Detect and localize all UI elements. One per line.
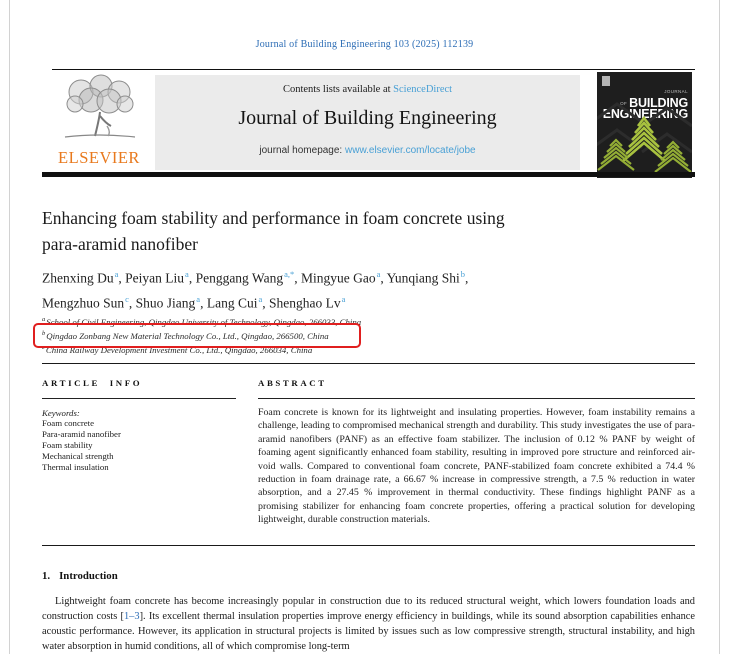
homepage-url-link[interactable]: www.elsevier.com/locate/jobe xyxy=(345,145,476,156)
keyword-item: Foam concrete xyxy=(42,418,95,428)
author-separator: , xyxy=(294,270,301,286)
author-line-2 xyxy=(42,289,682,314)
intro-text: . Its excellent thermal insulation properties improve energy efficiency in buildings, while its sound absorption capabilities enhance acoustic performance. However, its application in structural projects is limited by issues such as low compressive strength, structural instability, and high water absorption in humid conditions, all of which compromise long-term xyxy=(42,610,696,652)
author-name: Mengzhuo Sun xyxy=(42,295,125,310)
author-affil-sup[interactable]: b xyxy=(460,269,466,279)
article-info-column xyxy=(42,378,236,527)
article-info-heading: ARTICLE INFO xyxy=(42,378,236,399)
article-title-line2: para-aramid nanofiber xyxy=(42,233,198,254)
elsevier-tree-icon xyxy=(51,129,147,146)
author-affil-sup[interactable]: a xyxy=(341,293,346,304)
article-info-top-rule xyxy=(42,363,695,364)
intro-text: Lightweight foam concrete has become increasingly popular in construction due to its reduced structural weight, which lowers foundation loads and construction costs xyxy=(42,596,695,622)
author-affil-sup[interactable]: a xyxy=(258,293,263,304)
author-affil-sup[interactable]: a xyxy=(376,269,381,279)
affiliation-text: China Railway Development Investment Co., Ltd., Qingdao, 266034, China xyxy=(45,345,313,356)
keyword-item: Para-aramid nanofiber xyxy=(42,429,121,439)
section-number: 1. xyxy=(42,570,51,582)
abstract-heading: ABSTRACT xyxy=(258,378,695,399)
author-name: Peiyan Liu xyxy=(125,270,185,286)
page-right-edge xyxy=(719,0,720,654)
section-title: Introduction xyxy=(59,570,118,582)
author-separator: , xyxy=(200,295,207,310)
affiliation-text: Qingdao Zonbang New Material Technology Co., Ltd., Qingdao, 266500, China xyxy=(46,331,329,342)
keywords-label: Keywords: xyxy=(42,408,80,418)
author-line-1 xyxy=(42,264,682,289)
article-title xyxy=(42,206,682,257)
cover-engineering: ENGINEERING xyxy=(602,107,688,121)
author-name: Lang Cui xyxy=(206,295,258,310)
author-name: Mingyue Gao xyxy=(301,270,376,286)
journal-cover-thumbnail xyxy=(597,72,692,178)
elsevier-logo xyxy=(47,74,151,172)
citation-ref-link[interactable]: 1–3 xyxy=(123,610,140,622)
journal-title: Journal of Building Engineering xyxy=(238,107,497,129)
author-name: Shenghao Lv xyxy=(268,295,341,310)
red-highlight-annotation-box xyxy=(33,323,361,348)
author-name: Zhenxing Du xyxy=(42,270,114,286)
author-affil-sup[interactable]: c xyxy=(125,293,129,304)
introduction-paragraph xyxy=(42,595,695,655)
introduction-heading xyxy=(42,570,118,582)
header-bottom-bar xyxy=(42,172,695,177)
abstract-bottom-rule xyxy=(42,545,695,546)
author-separator: , xyxy=(465,270,469,286)
abstract-column xyxy=(258,378,695,527)
author-affil-sup[interactable]: a xyxy=(185,269,189,279)
contents-line xyxy=(155,84,580,95)
contents-prefix: Contents lists available at xyxy=(282,84,394,95)
journal-citation-header[interactable]: Journal of Building Engineering 103 (2025) 112139 xyxy=(255,39,474,50)
affiliation-sup: c xyxy=(42,344,45,352)
cover-building: BUILDING xyxy=(629,96,688,110)
page-left-edge xyxy=(9,0,10,654)
homepage-prefix: journal homepage: xyxy=(259,145,345,156)
keyword-item: Thermal insulation xyxy=(42,462,109,472)
affiliation-sup: b xyxy=(42,330,46,338)
sciencedirect-link[interactable]: ScienceDirect xyxy=(393,84,453,95)
author-list xyxy=(42,264,682,313)
author-separator: , xyxy=(262,295,269,310)
author-name: Shuo Jiang xyxy=(135,295,196,310)
author-name: Yunqiang Shi xyxy=(386,270,460,286)
keyword-item: Mechanical strength xyxy=(42,451,114,461)
author-separator: , xyxy=(118,270,126,286)
header-top-rule xyxy=(52,69,695,70)
citation-bracket: ] xyxy=(139,610,144,622)
homepage-line xyxy=(155,145,580,156)
author-separator: , xyxy=(188,270,196,286)
info-abstract-section xyxy=(42,378,695,527)
affiliation-text: School of Civil Engineering, Qingdao University of Technology, Qingdao, 266033, China xyxy=(46,316,362,327)
keyword-item: Foam stability xyxy=(42,440,93,450)
author-separator: , xyxy=(380,270,387,286)
citation-bracket: [ xyxy=(120,610,124,622)
abstract-text: Foam concrete is known for its lightweight and insulating properties. However, foam instability remains a challenge, leading to compromised mechanical strength and durability. This study investigates the use of para-aramid nanofibers (PANF) as an effective foam stabilizer. The inclusion of 0.12 % PANF by weight of foaming agent significantly enhanced foam stability, resulting in improved pore structure and reinforced air-void walls. Compared to conventional foam concrete, PANF-stabilized foam concrete exhibited a 74.4 % reduction in foam drainage rate, a 66.67 % increase in compressive strength, a 7.5 % reduction in water absorption, and a 27.45 % improvement in thermal conductivity. These findings highlight PANF as a promising stabilizer for enhancing foam concrete properties, offering a practical solution for developing lightweight, durable construction materials. xyxy=(258,407,695,526)
affiliation-sup: a xyxy=(42,316,46,323)
article-title-line1: Enhancing foam stability and performance in foam concrete using xyxy=(42,208,505,228)
author-affil-sup[interactable]: a xyxy=(114,269,119,279)
elsevier-wordmark: ELSEVIER xyxy=(58,148,140,167)
author-separator: , xyxy=(128,295,136,310)
author-affil-sup[interactable]: a,* xyxy=(284,269,295,279)
author-affil-sup[interactable]: a xyxy=(196,293,201,304)
cover-journal-of: JOURNAL OF xyxy=(620,89,688,106)
journal-header-box xyxy=(155,75,580,170)
author-name: Penggang Wang xyxy=(195,270,284,286)
